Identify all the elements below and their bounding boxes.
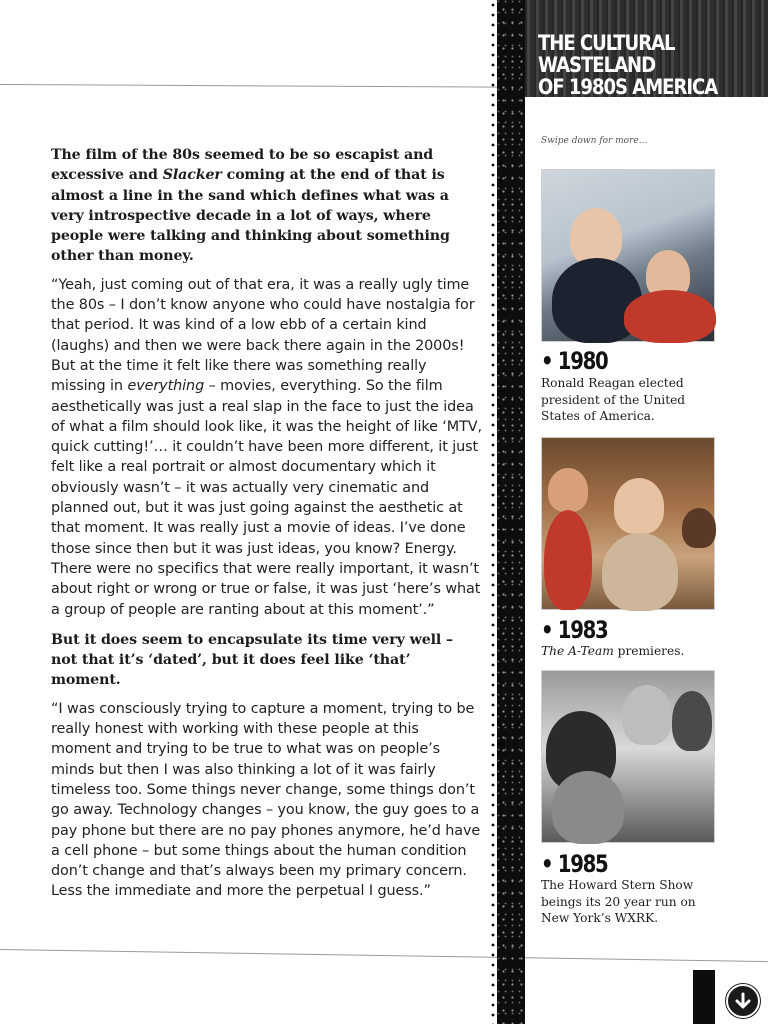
question-2: But it does seem to encapsulate its time very well – not that it’s ‘dated’, but it does feel like ‘that’ moment. — [51, 631, 454, 689]
year-1985: • 1985 — [541, 850, 608, 878]
timeline-sidebar[interactable] — [525, 0, 768, 1024]
answer-2: “I was consciously trying to capture a moment, trying to be really honest with working with these people at this moment and trying to be true to what was on people’s minds but then I was also thinking a lot of it was fairly timeless too. Some things never change, some things don’t go away. Technology changes – you know, the guy goes to a pay phone but there are no pay phones anymore, he’d have a cell phone – but some things about the human condition don’t change and that’s always been my primary concern. Less the immediate and more the perpetual I guess.” — [51, 700, 481, 900]
top-rule — [0, 84, 505, 88]
caption-1985: The Howard Stern Show beings its 20 year run on New York’s WXRK. — [541, 878, 696, 925]
interview-article — [51, 145, 483, 912]
question-1: The film of the 80s seemed to be so escapist and excessive and Slacker coming at the end of that is almost a line in the sand which defines what was a very introspective decade in a lot of ways, where people were talking and thinking about something other than money. — [51, 147, 450, 265]
sidebar-title: THE CULTURAL WASTELAND OF 1980S AMERICA — [538, 31, 718, 97]
down-arrow-circle-icon — [733, 991, 753, 1011]
sidebar-banner — [525, 0, 768, 97]
next-page-button[interactable] — [726, 984, 760, 1018]
splatter-divider — [497, 0, 525, 1024]
bottom-black-strip — [693, 970, 715, 1024]
howard-stern-photo — [541, 670, 715, 843]
reagan-photo — [541, 169, 715, 342]
year-1980: • 1980 — [541, 347, 608, 375]
caption-1980: Ronald Reagan elected president of the United States of America. — [541, 376, 686, 423]
swipe-hint: Swipe down for more... — [541, 136, 648, 146]
a-team-photo — [541, 437, 715, 610]
answer-1: “Yeah, just coming out of that era, it was a really ugly time the 80s – I don’t know anyone who could have nostalgia for that period. It was kind of a low ebb of a certain kind (laughs) and then we were back there again in the 2000s! But at the time it felt like there was something really missing in everything – movies, everything. So the film aesthetically was just a real slap in the face to just the idea of what a film should look like, it was the height of like ‘MTV, quick cutting!’… it couldn’t have been more different, it just felt like a real portrait or almost documentary which it obviously wasn’t – it was actually very cinematic and planned out, but it was just going against the aesthetic at that moment. It was really just a movie of ideas. I’ve done those since then but it was just ideas, you know? Energy. There were no specifics that were really important, it wasn’t about right or wrong or true or false, it was just ‘here’s what a group of people are ranting about at this moment’.” — [51, 276, 483, 618]
caption-1983: The A-Team premieres. — [541, 644, 685, 658]
year-1983: • 1983 — [541, 616, 608, 644]
